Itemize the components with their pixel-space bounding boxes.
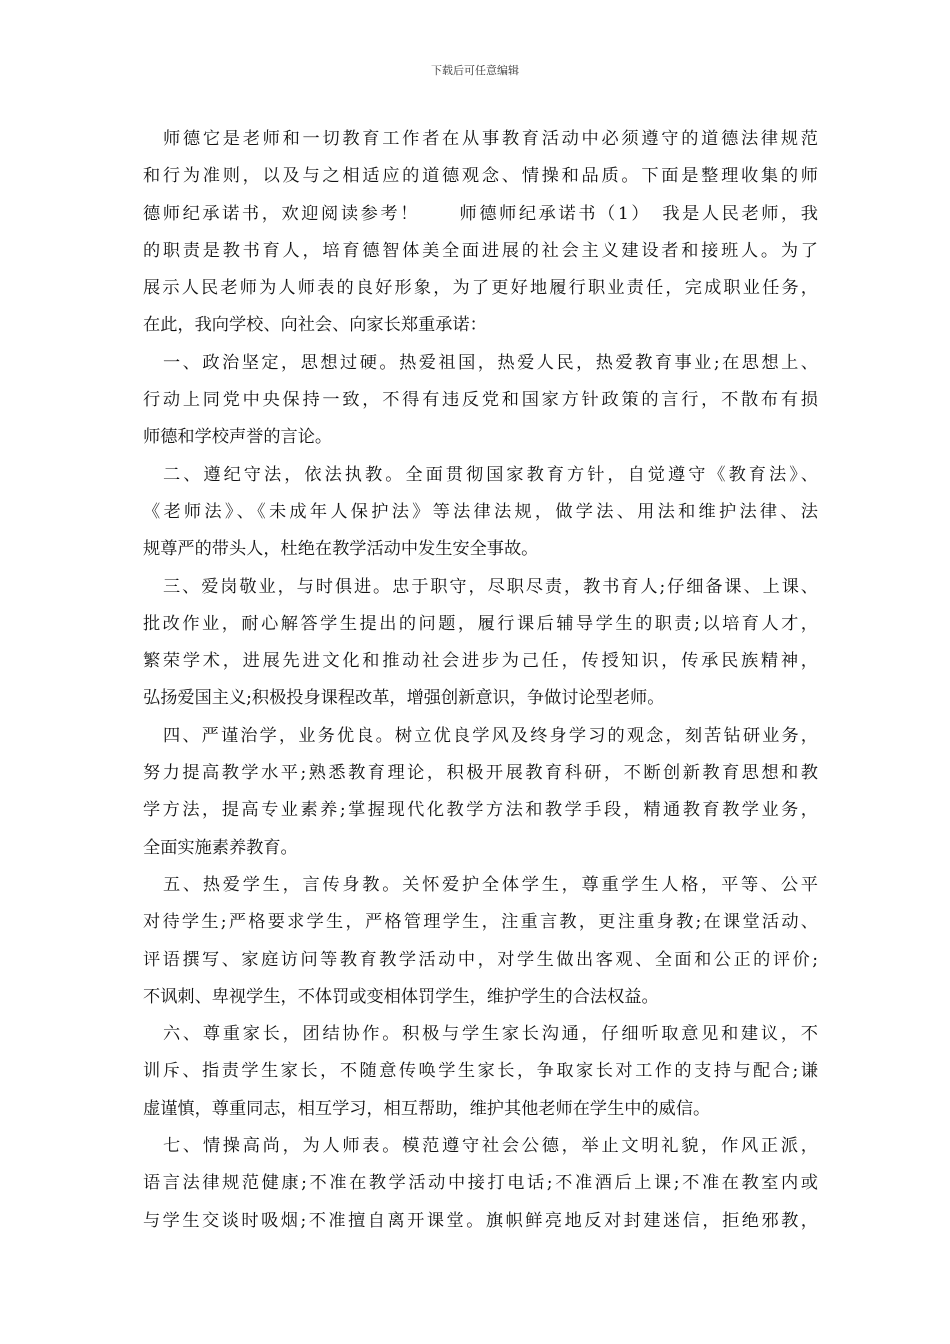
text-line: 繁荣学术，进展先进文化和推动社会进步为己任，传授知识，传承民族精神，	[143, 651, 818, 672]
text-line: 训斥、指责学生家长，不随意传唤学生家长，争取家长对工作的支持与配合;谦	[143, 1061, 818, 1082]
text-line: 七、情操高尚，为人师表。模范遵守社会公德，举止文明礼貌，作风正派，	[163, 1136, 818, 1157]
text-line: 《老师法》、《未成年人保护法》等法律法规，做学法、用法和维护法律、法	[143, 501, 818, 522]
text-line: 和行为准则，以及与之相适应的道德观念、情操和品质。下面是整理收集的师	[143, 166, 818, 187]
text-line: 规尊严的带头人，杜绝在教学活动中发生安全事故。	[143, 539, 539, 560]
text-line: 批改作业，耐心解答学生提出的问题，履行课后辅导学生的职责;以培育人才，	[143, 613, 818, 634]
text-line: 对待学生;严格要求学生，严格管理学生，注重言教，更注重身教;在课堂活动、	[143, 912, 818, 933]
text-line: 展示人民老师为人师表的良好形象，为了更好地履行职业责任，完成职业任务，	[143, 278, 818, 299]
text-line: 努力提高教学水平;熟悉教育理论，积极开展教育科研，不断创新教育思想和教	[143, 763, 818, 784]
text-line: 与学生交谈时吸烟;不准擅自离开课堂。旗帜鲜亮地反对封建迷信，拒绝邪教，	[143, 1210, 818, 1231]
text-line: 语言法律规范健康;不准在教学活动中接打电话;不准酒后上课;不准在教室内或	[143, 1173, 818, 1194]
text-line: 师德它是老师和一切教育工作者在从事教育活动中必须遵守的道德法律规范	[163, 129, 818, 149]
text-line: 行动上同党中央保持一致，不得有违反党和国家方针政策的言行，不散布有损	[143, 390, 818, 411]
text-line: 全面实施素养教育。	[143, 837, 298, 858]
text-line: 一、政治坚定，思想过硬。热爱祖国，热爱人民，热爱教育事业;在思想上、	[163, 352, 818, 373]
text-line: 六、尊重家长，团结协作。积极与学生家长沟通，仔细听取意见和建议，不	[163, 1024, 818, 1045]
document-body	[143, 121, 818, 1240]
text-line: 二、遵纪守法，依法执教。全面贯彻国家教育方针，自觉遵守《教育法》、	[163, 464, 818, 485]
text-line: 在此，我向学校、向社会、向家长郑重承诺：	[143, 315, 487, 336]
text-line: 虚谨慎，尊重同志，相互学习，相互帮助，维护其他老师在学生中的威信。	[143, 1098, 711, 1119]
text-line: 弘扬爱国主义;积极投身课程改革，增强创新意识，争做讨论型老师。	[143, 688, 665, 709]
text-line: 评语撰写、家庭访问等教育教学活动中，对学生做出客观、全面和公正的评价;	[143, 949, 818, 970]
text-line: 德师纪承诺书，欢迎阅读参考！ 师德师纪承诺书（1） 我是人民老师，我	[143, 203, 818, 224]
text-line: 师德和学校声誉的言论。	[143, 427, 333, 448]
text-line: 四、严谨治学，业务优良。树立优良学风及终身学习的观念，刻苦钻研业务，	[163, 725, 818, 746]
text-line: 三、爱岗敬业，与时俱进。忠于职守，尽职尽责，教书育人;仔细备课、上课、	[163, 576, 818, 597]
text-line: 的职责是教书育人，培育德智体美全面进展的社会主义建设者和接班人。为了	[143, 240, 818, 261]
text-line: 学方法，提高专业素养;掌握现代化教学方法和教学手段，精通教育教学业务，	[143, 800, 818, 821]
text-line: 五、热爱学生，言传身教。关怀爱护全体学生，尊重学生人格，平等、公平	[163, 874, 818, 895]
page-header-caption: 下载后可任意编辑	[431, 64, 519, 77]
text-line: 不讽刺、卑视学生，不体罚或变相体罚学生，维护学生的合法权益。	[143, 986, 659, 1007]
